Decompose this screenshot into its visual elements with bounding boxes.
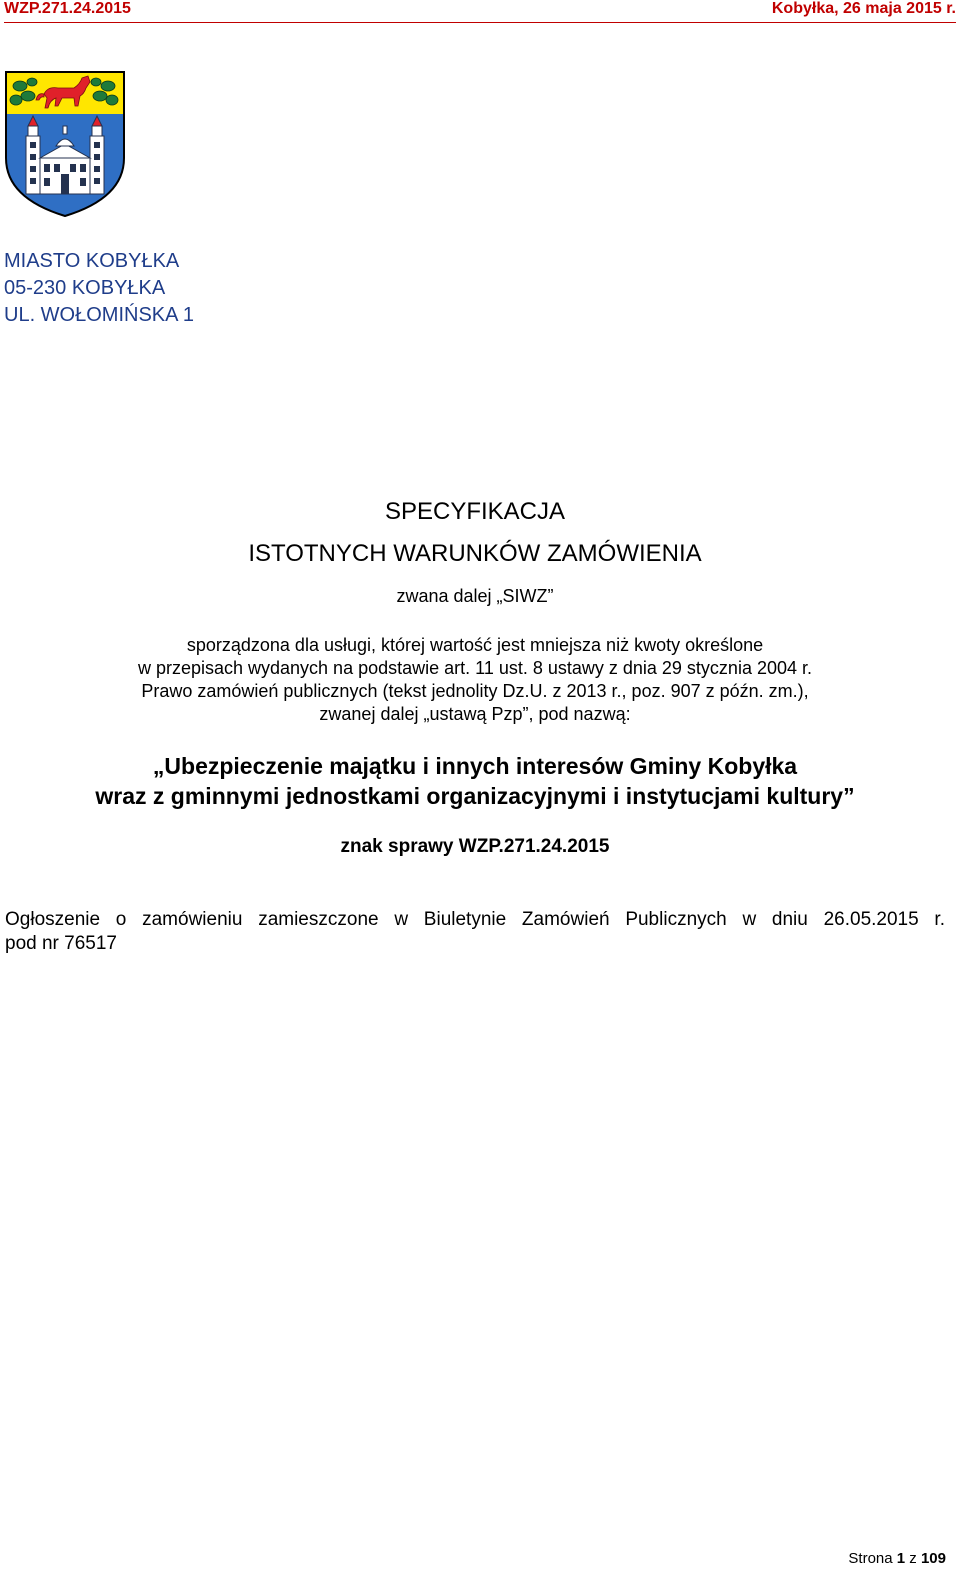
- page-number: 1: [896, 1550, 906, 1567]
- document-title: SPECYFIKACJA: [384, 498, 566, 525]
- publication-notice: [5, 908, 945, 956]
- kobylka-coat-of-arms-icon: [4, 70, 126, 218]
- address-line-2: 05-230 KOBYŁKA: [4, 277, 166, 299]
- header-divider: [4, 22, 956, 23]
- municipality-address: [4, 248, 194, 329]
- subject-line-1: „Ubezpieczenie majątku i innych interesów Gminy Kobyłka: [152, 753, 798, 779]
- legal-basis-paragraph: [0, 634, 950, 726]
- procurement-subject: [0, 751, 950, 811]
- page-header: [4, 0, 956, 22]
- page-label: Strona: [848, 1550, 893, 1567]
- address-line-1: MIASTO KOBYŁKA: [4, 250, 180, 272]
- total-pages: 109: [920, 1550, 946, 1567]
- page-of-label: z: [909, 1550, 917, 1567]
- page-footer: [848, 1550, 946, 1567]
- header-reference: WZP.271.24.2015: [4, 0, 131, 17]
- legal-line-3: Prawo zamówień publicznych (tekst jednolity Dz.U. z 2013 r., poz. 907 z późn. zm.),: [141, 681, 809, 701]
- document-title-line-2: ISTOTNYCH WARUNKÓW ZAMÓWIENIA: [248, 540, 702, 567]
- notice-line-2: pod nr 76517: [5, 933, 117, 954]
- address-line-3: UL. WOŁOMIŃSKA 1: [4, 304, 195, 326]
- notice-line-1: Ogłoszenie o zamówieniu zamieszczone w Biuletynie Zamówień Publicznych w dniu 26.05.2015 r.: [5, 909, 945, 930]
- case-reference: znak sprawy WZP.271.24.2015: [340, 836, 610, 857]
- legal-line-4: zwanej dalej „ustawą Pzp”, pod nazwą:: [319, 704, 631, 724]
- legal-line-1: sporządzona dla usługi, której wartość jest mniejsza niż kwoty określone: [186, 635, 764, 655]
- legal-line-2: w przepisach wydanych na podstawie art. 11 ust. 8 ustawy z dnia 29 stycznia 2004 r.: [137, 658, 813, 678]
- document-subtitle: zwana dalej „SIWZ”: [396, 586, 554, 606]
- header-place-date: Kobyłka, 26 maja 2015 r.: [771, 0, 956, 17]
- subject-line-2: wraz z gminnymi jednostkami organizacyjnymi i instytucjami kultury”: [95, 783, 855, 809]
